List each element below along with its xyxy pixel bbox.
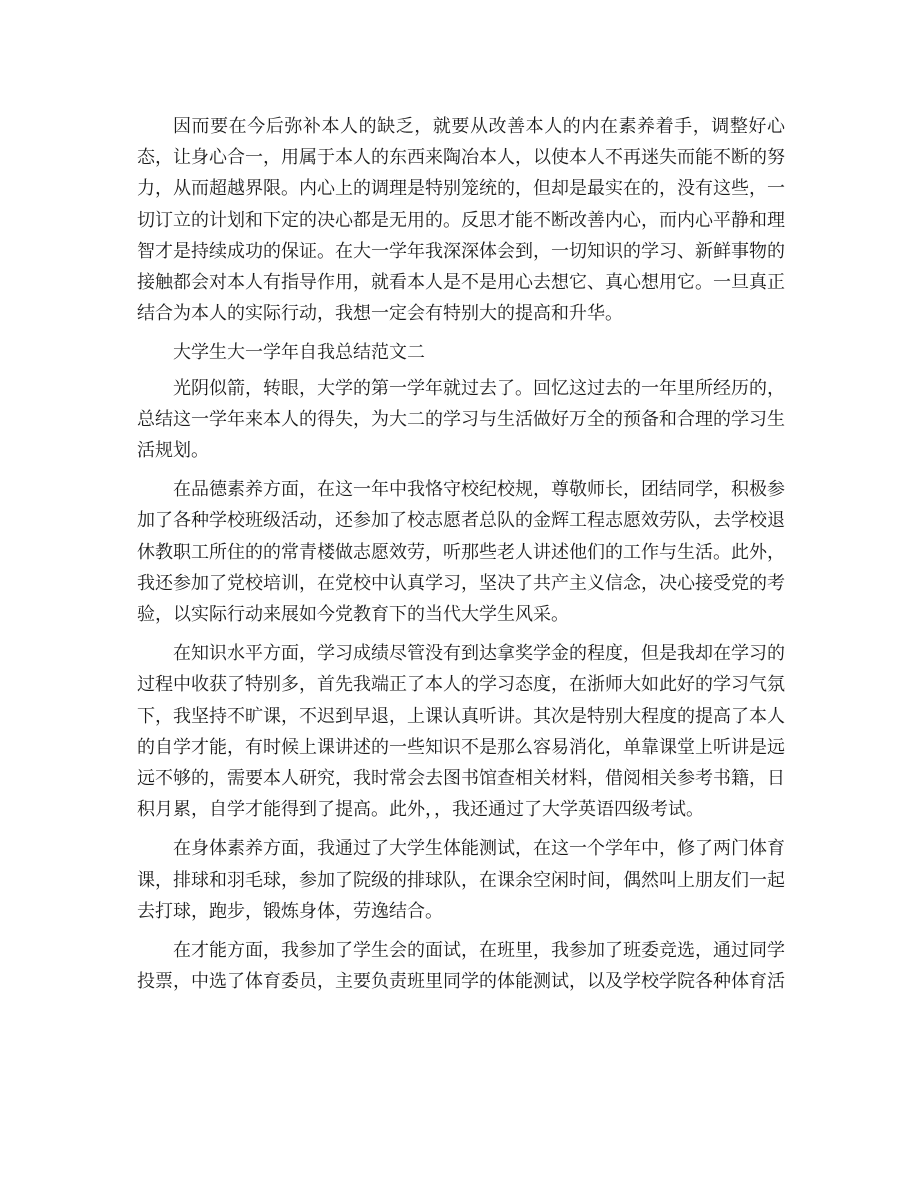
document-body (137, 111, 785, 1005)
paragraph-5: 在身体素养方面，我通过了大学生体能测试，在这一个学年中，修了两门体育课，排球和羽毛球，参加了院级的排球队，在课余空闲时间，偶然叫上朋友们一起去打球，跑步，锻炼身体，劳逸结合。 (137, 838, 785, 922)
paragraph-4: 在知识水平方面，学习成绩尽管没有到达拿奖学金的程度，但是我却在学习的过程中收获了特别多，首先我端正了本人的学习态度，在浙师大如此好的学习气氛下，我坚持不旷课，不迟到早退，上课认真听讲。其次是特别大程度的提高了本人的自学才能，有时候上课讲述的一些知识不是那么容易消化，单靠课堂上听讲是远远不够的，需要本人研究，我时常会去图书馆查相关材料，借阅相关参考书籍，日积月累，自学才能得到了提高。此外，，我还通过了大学英语四级考试。 (137, 643, 785, 821)
paragraph-1: 因而要在今后弥补本人的缺乏，就要从改善本人的内在素养着手，调整好心态，让身心合一，用属于本人的东西来陶冶本人，以使本人不再迷失而能不断的努力，从而超越界限。内心上的调理是特别笼统的，但却是最实在的，没有这些，一切订立的计划和下定的决心都是无用的。反思才能不断改善内心，而内心平静和理智才是持续成功的保证。在大一学年我深深体会到，一切知识的学习、新鲜事物的接触都会对本人有指导作用，就看本人是不是用心去想它、真心想用它。一旦真正结合为本人的实际行动，我想一定会有特别大的提高和升华。 (137, 116, 785, 325)
paragraph-2: 光阴似箭，转眼，大学的第一学年就过去了。回忆这过去的一年里所经历的，总结这一学年来本人的得失，为大二的学习与生活做好万全的预备和合理的学习生活规划。 (137, 377, 785, 462)
section-heading: 大学生大一学年自我总结范文二 (173, 342, 425, 364)
paragraph-6: 在才能方面，我参加了学生会的面试，在班里，我参加了班委竞选，通过同学投票，中选了体育委员，主要负责班里同学的体能测试，以及学校学院各种体育活 (137, 940, 785, 993)
paragraph-3: 在品德素养方面，在这一年中我恪守校纪校规，尊敬师长，团结同学，积极参加了各种学校班级活动，还参加了校志愿者总队的金辉工程志愿效劳队，去学校退休教职工所住的的常青楼做志愿效劳，听那些老人讲述他们的工作与生活。此外，我还参加了党校培训，在党校中认真学习，坚决了共产主义信念，决心接受党的考验，以实际行动来展如今党教育下的当代大学生风采。 (137, 479, 785, 626)
